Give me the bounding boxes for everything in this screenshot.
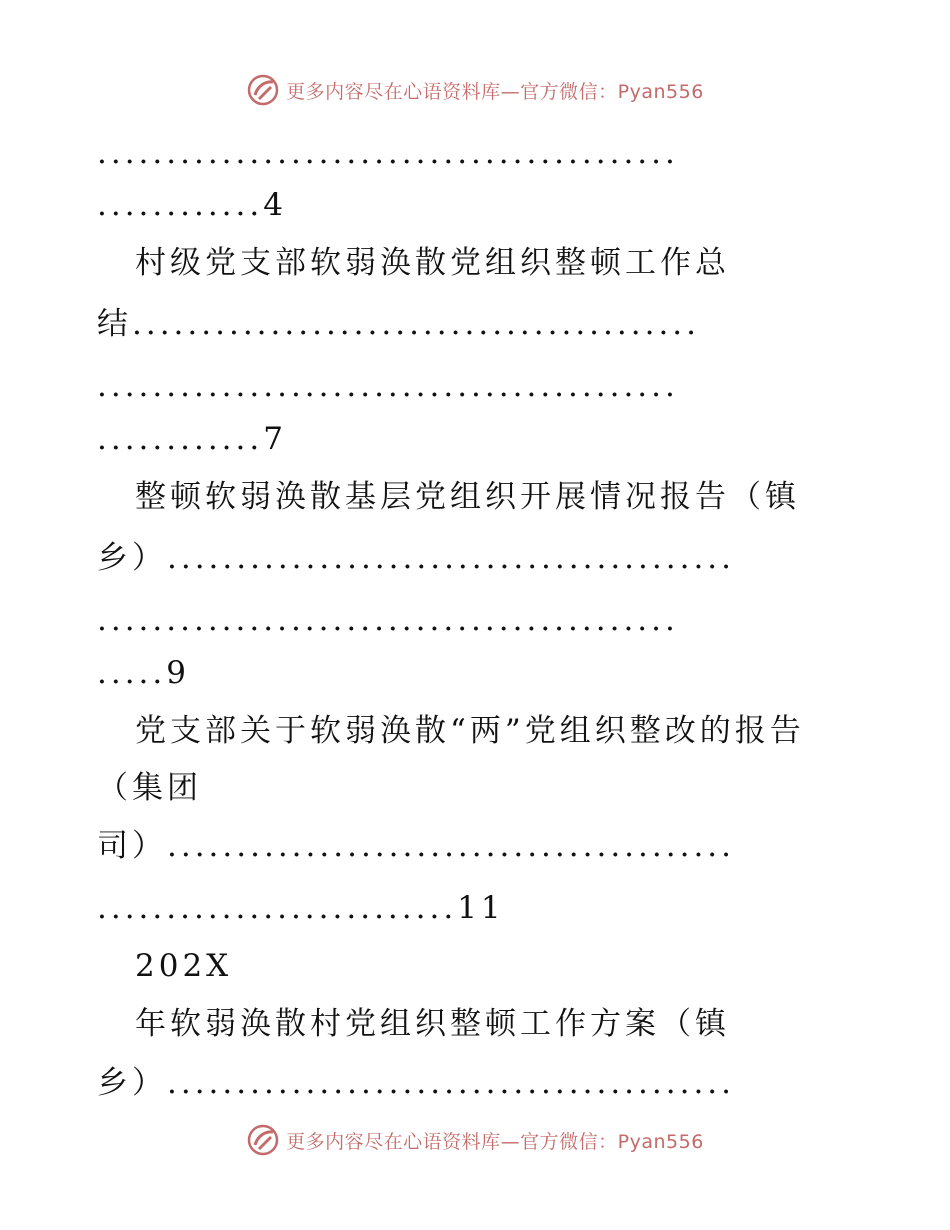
toc-line: （集团 — [97, 770, 202, 806]
toc-entry-title: 202X — [135, 948, 233, 984]
toc-line: ............4 — [97, 187, 287, 223]
toc-entry-title: 年软弱涣散村党组织整顿工作方案（镇 — [135, 1006, 730, 1042]
toc-entry-title: 整顿软弱涣散基层党组织开展情况报告（镇 — [135, 479, 800, 515]
toc-line: 结......................................... — [97, 306, 701, 342]
watermark-text: 更多内容尽在心语资料库—官方微信：Pyan556 — [286, 80, 704, 103]
toc-line: 司）......................................... — [97, 828, 736, 864]
toc-line: .......................................... — [97, 135, 679, 171]
toc-line: .......................................... — [97, 368, 679, 404]
toc-entry-title: 村级党支部软弱涣散党组织整顿工作总 — [135, 245, 730, 281]
toc-entry-title: 党支部关于软弱涣散“两”党组织整改的报告 — [135, 713, 805, 749]
watermark-text: 更多内容尽在心语资料库—官方微信：Pyan556 — [286, 1130, 704, 1153]
pen-swirl-logo-icon — [246, 1123, 280, 1157]
footer-watermark — [0, 1120, 950, 1160]
toc-line: .....9 — [97, 655, 190, 691]
toc-line: 乡）......................................... — [97, 540, 736, 576]
toc-line: .......................................... — [97, 602, 679, 638]
toc-line: ............7 — [97, 421, 287, 457]
toc-line: ..........................11 — [97, 890, 505, 926]
toc-line: 乡）......................................... — [97, 1065, 736, 1101]
